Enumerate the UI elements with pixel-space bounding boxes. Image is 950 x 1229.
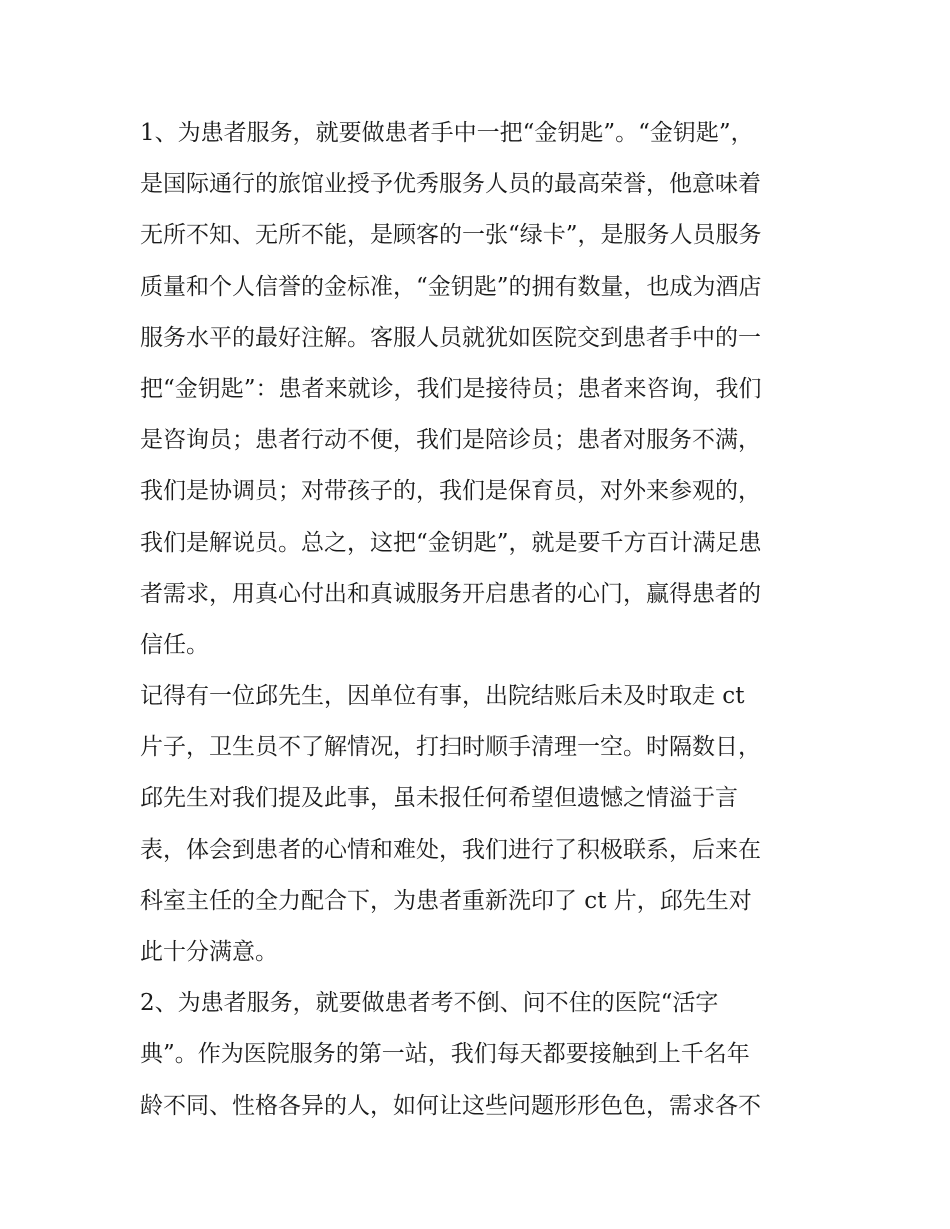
text-line: 是国际通行的旅馆业授予优秀服务人员的最高荣誉，他意味着 bbox=[140, 171, 761, 198]
text-line: 表，体会到患者的心情和难处，我们进行了积极联系，后来在 bbox=[140, 836, 761, 863]
text-line: 典”。作为医院服务的第一站，我们每天都要接触到上千名年 bbox=[140, 1041, 750, 1068]
text-line: 无所不知、无所不能，是顾客的一张“绿卡”，是服务人员服务 bbox=[140, 222, 762, 249]
text-line: 我们是解说员。总之，这把“金钥匙”，就是要千方百计满足患 bbox=[140, 529, 762, 556]
text-line: 1、为患者服务，就要做患者手中一把“金钥匙”。“金钥匙”， bbox=[140, 120, 754, 146]
text-line: 科室主任的全力配合下，为患者重新洗印了 ct 片，邱先生对 bbox=[140, 887, 752, 914]
text-line: 把“金钥匙”：患者来就诊，我们是接待员；患者来咨询，我们 bbox=[140, 375, 762, 402]
text-line: 信任。 bbox=[140, 631, 209, 658]
text-line: 是咨询员；患者行动不便，我们是陪诊员；患者对服务不满， bbox=[140, 427, 761, 454]
text-line: 记得有一位邱先生，因单位有事，出院结账后未及时取走 ct bbox=[140, 683, 745, 710]
text-line: 此十分满意。 bbox=[140, 939, 278, 965]
text-line: 者需求，用真心付出和真诚服务开启患者的心门，赢得患者的 bbox=[140, 580, 761, 607]
text-line: 服务水平的最好注解。客服人员就犹如医院交到患者手中的一 bbox=[140, 324, 761, 351]
text-line: 2、为患者服务，就要做患者考不倒、问不住的医院“活字 bbox=[140, 990, 719, 1017]
text-line: 质量和个人信誉的金标准，“金钥匙”的拥有数量，也成为酒店 bbox=[140, 273, 762, 300]
text-line: 我们是协调员；对带孩子的，我们是保育员，对外来参观的， bbox=[140, 478, 761, 505]
text-line: 片子，卫生员不了解情况，打扫时顺手清理一空。时隔数日， bbox=[140, 734, 761, 761]
text-line: 邱先生对我们提及此事，虽未报任何希望但遗憾之情溢于言 bbox=[140, 785, 738, 812]
text-line: 龄不同、性格各异的人，如何让这些问题形形色色，需求各不 bbox=[140, 1092, 761, 1119]
document-body bbox=[140, 108, 820, 1132]
